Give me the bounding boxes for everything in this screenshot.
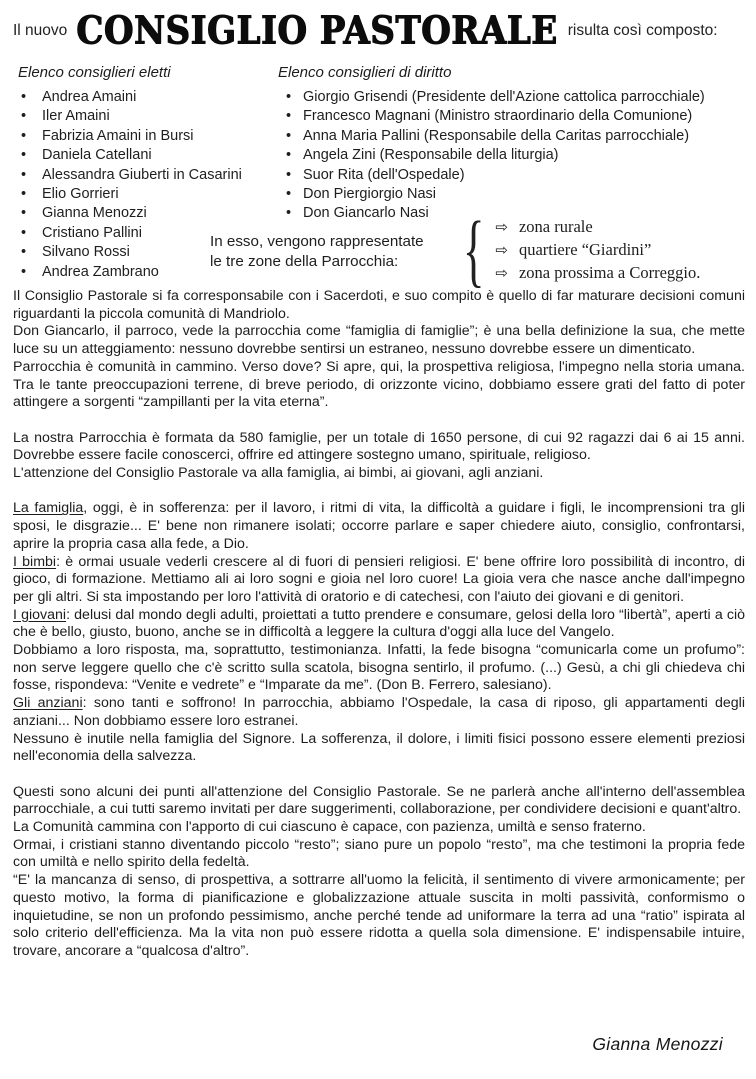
- diritto-heading: Elenco consiglieri di diritto: [278, 64, 452, 81]
- right-arrow-icon: ⇨: [495, 240, 508, 259]
- paragraph: Questi sono alcuni dei punti all'attenzione del Consiglio Pastorale. Se ne parlerà anche all'interno dell'assemblea parrocchiale, a cui tutti saremo invitati per dare suggerimenti, collaborazione, per condividere decisioni e quant'altro.: [13, 783, 745, 818]
- zone-item-label: quartiere “Giardini”: [518, 239, 652, 259]
- right-arrow-icon: ⇨: [495, 218, 508, 236]
- document-header: [13, 6, 751, 56]
- list-item: • Anna Maria Pallini (Responsabile della Caritas parrocchiale): [278, 127, 753, 146]
- paragraph: Parrocchia è comunità in cammino. Verso dove? Si apre, qui, la prospettiva religiosa, l'impegno nella storia umana. Tra le tante preoccupazioni terrene, di breve periodo, di orizzonte vicino, dobbiamo essere grati del fatto di poter attingere a sorgenti “zampillanti per la vita eterna”.: [13, 358, 745, 411]
- zone-item: [495, 262, 700, 285]
- underlined-lead: Gli anziani: [13, 695, 83, 712]
- paragraph: La nostra Parrocchia è formata da 580 famiglie, per un totale di 1650 persone, di cui 92 ragazzi dai 6 ai 15 anni. Dovrebbe essere facile conoscerci, offrire ed attingere sostegno umano, spirituale, religioso.: [13, 429, 745, 464]
- list-item: • Giorgio Grisendi (Presidente dell'Azione cattolica parrocchiale): [278, 88, 753, 107]
- list-item: • Iler Amaini: [18, 107, 273, 126]
- underlined-lead: I bimbi: [13, 553, 57, 570]
- list-item: • Don Piergiorgio Nasi: [278, 185, 753, 204]
- document-body: [13, 288, 745, 961]
- paragraph: I bimbi: è ormai usuale vederli crescere al di fuori di pensieri religiosi. E' bene offrire loro possibilità di incontro, di gioco, di formazione. Mettiamo ali ai loro sogni e gioia nel loro cuore! La gioia vera che nasce anche dall'impegno per gli altri. Si sta impostando per loro l'attività di oratorio e di catechesi, con l'aiuto dei giovani e di genitori.: [13, 553, 745, 605]
- paragraph: Gli anziani: sono tanti e soffrono! In parrocchia, abbiamo l'Ospedale, la casa di riposo, gli appartamenti degli anziani... Non dobbiamo essere loro estranei.: [13, 695, 745, 729]
- list-item: • Daniela Catellani: [18, 146, 273, 165]
- list-item: • Elio Gorrieri: [18, 185, 273, 204]
- right-arrow-icon: ⇨: [495, 263, 508, 282]
- paragraph: I giovani: delusi dal mondo degli adulti, proiettati a tutto prendere e consumare, gelosi della loro “libertà”, aperti a ciò che è bello, giusto, buono, anche se in difficoltà a leggere la cultura d'oggi alla luce del Vangelo.: [13, 606, 746, 641]
- list-item: • Silvano Rossi: [18, 243, 273, 262]
- header-prefix: Il nuovo: [13, 22, 68, 39]
- zone-item: [495, 216, 700, 239]
- list-item: • Cristiano Pallini: [18, 224, 273, 243]
- zone-items-list: [495, 216, 700, 284]
- paragraph: “E' la mancanza di senso, di prospettiva, a sottrarre all'uomo la felicità, il sentimento di vivere armonicamente; per questo motivo, la forma di pianificazione e globalizzazione attuale suscita in molti passività, conformismo o inquietudine, se non un profondo pessimismo, anche perché tende ad uniformare la terra ad una “ratio” ispirata al solo criterio dell'efficienza. Ma la vita non può essere ridotta a quella sola dimensione. E' indispensabile intuire, trovare, ancorare a “qualcosa d'altro”.: [13, 872, 745, 959]
- page-title: CONSIGLIO PASTORALE: [76, 8, 558, 54]
- paragraph: Ormai, i cristiani stanno diventando piccolo “resto”; siano pure un popolo “resto”, ma che testimoni la propria fede con umiltà e nello spirito della fedeltà.: [13, 836, 745, 871]
- list-item: • Angela Zini (Responsabile della liturgia): [278, 146, 753, 165]
- curly-brace-icon: {: [462, 204, 485, 296]
- underlined-lead: I giovani: [13, 606, 67, 623]
- list-item: • Don Giancarlo Nasi: [278, 204, 753, 223]
- paragraph: Dobbiamo a loro risposta, ma, soprattutto, testimonianza. Infatti, la fede bisogna “comunicarla come un profumo”: non serve leggere quello che c'è scritto sulla scatola, bisogna sentirlo, il profumo. (...) Gesù, a chi gli chiedeva chi fosse, rispondeva: “Venite e vedrete” e “Imparate da me”. (Don B. Ferrero, salesiano).: [13, 642, 745, 694]
- list-item: • Andrea Zambrano: [18, 263, 273, 282]
- paragraph: La famiglia, oggi, è in sofferenza: per il lavoro, i ritmi di vita, la difficoltà a guidare i figli, le incomprensioni tra gli sposi, le disgrazie... E' bene non rimanere isolati; occorre parlare e saper chiedere aiuto, consiglio, confrontarsi, aprire la propria casa alla fede, a Dio.: [13, 500, 745, 552]
- list-item: • Suor Rita (dell'Ospedale): [278, 166, 753, 185]
- signature: Gianna Menozzi: [592, 1034, 723, 1054]
- diritto-items-list: [278, 88, 753, 224]
- elected-heading: Elenco consiglieri eletti: [18, 64, 171, 81]
- paragraph: Don Giancarlo, il parroco, vede la parrocchia come “famiglia di famiglie”; è una bella definizione la sua, che mette luce su un atteggiamento: nessuno dovrebbe sentirsi un estraneo, nessuno dovrebbe essere un dimenticato.: [13, 323, 745, 358]
- paragraph: La Comunità cammina con l'apporto di cui ciascuno è capace, con pazienza, umiltà e senso fraterno.: [13, 819, 646, 836]
- list-item: • Gianna Menozzi: [18, 204, 273, 223]
- list-item: • Francesco Magnani (Ministro straordinario della Comunione): [278, 107, 753, 126]
- list-item: • Alessandra Giuberti in Casarini: [18, 166, 273, 185]
- diritto-council-column: [278, 64, 753, 224]
- paragraph: Il Consiglio Pastorale si fa corresponsabile con i Sacerdoti, e suo compito è quello di far maturare decisioni comuni riguardanti la piccola comunità di Mandriolo.: [13, 288, 745, 322]
- list-item: • Fabrizia Amaini in Bursi: [18, 127, 273, 146]
- zone-item-label: zona prossima a Correggio.: [518, 262, 701, 282]
- underlined-lead: La famiglia: [13, 500, 84, 517]
- paragraph: L'attenzione del Consiglio Pastorale va alla famiglia, ai bimbi, ai giovani, agli anziani.: [13, 465, 544, 482]
- header-suffix: risulta così composto:: [567, 22, 718, 39]
- zone-item: [495, 239, 700, 262]
- zones-intro-line2: le tre zone della Parrocchia:: [210, 253, 399, 271]
- paragraph: Nessuno è inutile nella famiglia del Signore. La sofferenza, il dolore, i limiti fisici possono essere elementi preziosi nell'economia della salvezza.: [13, 730, 745, 765]
- zones-intro: [210, 228, 448, 273]
- zones-intro-line1: In esso, vengono rappresentate: [210, 232, 424, 250]
- list-item: • Andrea Amaini: [18, 88, 273, 107]
- zone-item-label: zona rurale: [518, 217, 593, 236]
